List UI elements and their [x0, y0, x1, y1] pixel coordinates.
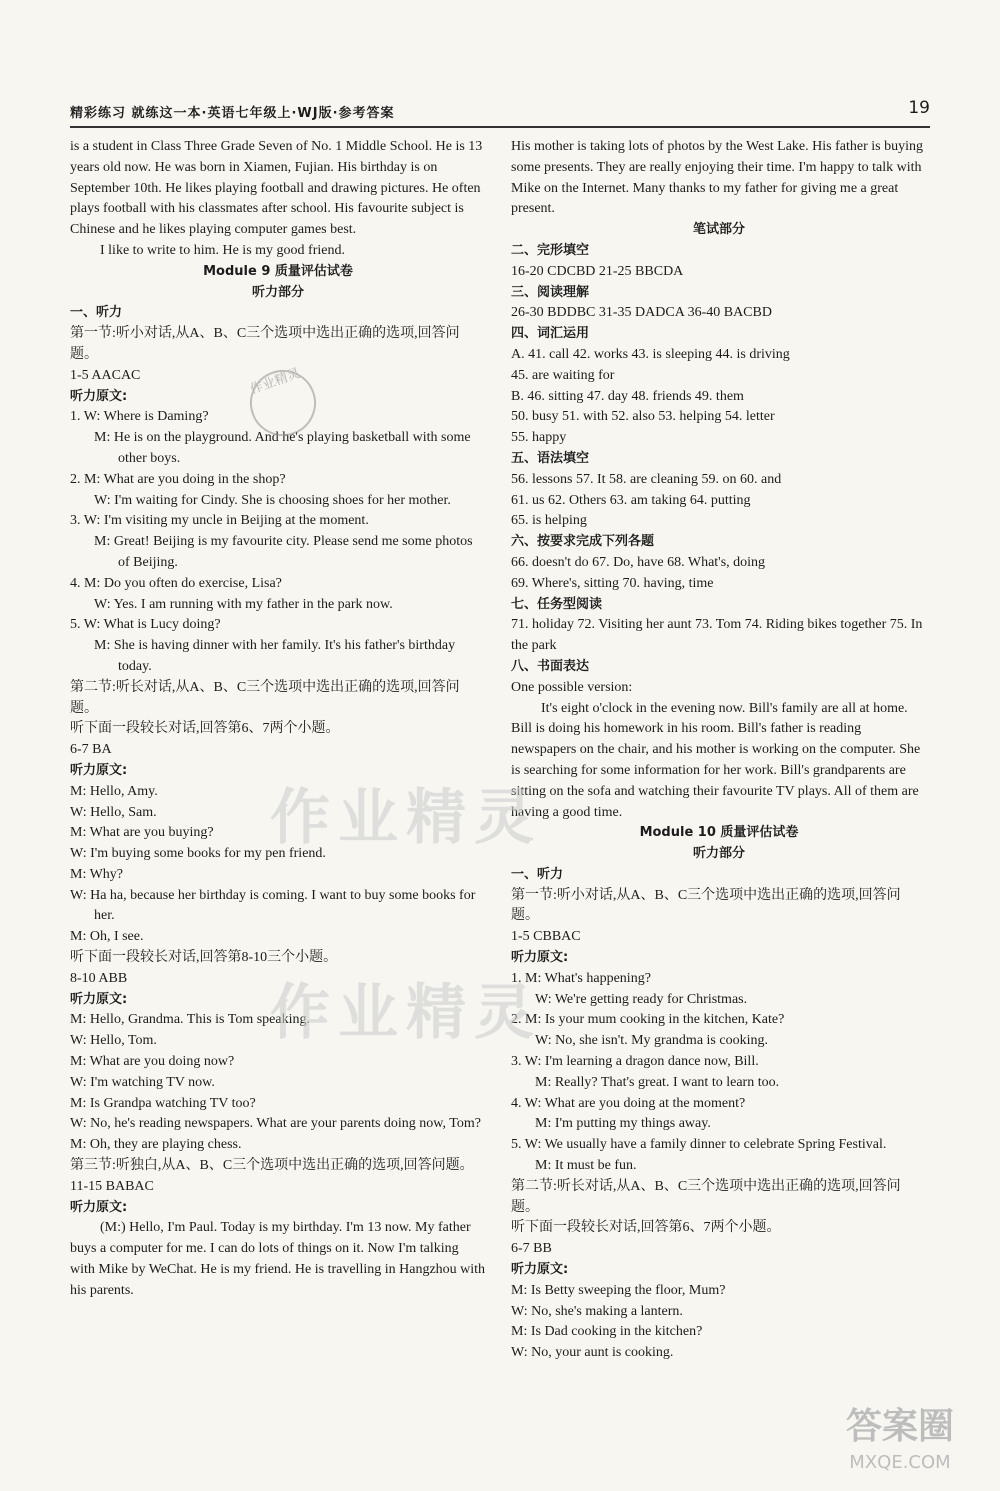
- text-line: 听下面一段较长对话,回答第6、7两个小题。: [511, 1220, 781, 1236]
- page-header: [70, 96, 930, 128]
- text-line: W: Yes. I am running with my father in the park now.: [94, 596, 393, 612]
- text-line: W: No, she's making a lantern.: [511, 1303, 683, 1319]
- text-line: W: Hello, Sam.: [70, 804, 157, 820]
- section-heading: 四、词汇运用: [511, 326, 590, 342]
- text-line: W: I'm waiting for Cindy. She is choosing shoes for her mother.: [94, 492, 451, 508]
- text-line: M: It must be fun.: [535, 1158, 637, 1174]
- section-heading: 六、按要求完成下列各题: [511, 534, 655, 550]
- text-line: M: She is having dinner with her family. It's his father's birthday today.: [94, 638, 456, 674]
- watermark: 作业精灵: [270, 783, 542, 853]
- text-line: 1-5 AACAC: [70, 367, 141, 383]
- text-line: 3. W: I'm visiting my uncle in Beijing at the moment.: [70, 513, 369, 529]
- text-line: B. 46. sitting 47. day 48. friends 49. them: [511, 388, 744, 404]
- text-line: W: I'm watching TV now.: [70, 1074, 215, 1090]
- text-line: W: We're getting ready for Christmas.: [535, 991, 748, 1007]
- text-line: 1. M: What's happening?: [511, 970, 651, 986]
- text-line: 61. us 62. Others 63. am taking 64. putting: [511, 492, 751, 508]
- logo-url: MXQE.COM: [849, 1452, 951, 1473]
- text-line: M: Hello, Grandma. This is Tom speaking.: [70, 1012, 310, 1028]
- section-heading: 一、听力: [70, 305, 123, 321]
- text-line: 6-7 BA: [70, 742, 112, 758]
- text-line: 4. W: What are you doing at the moment?: [511, 1095, 746, 1111]
- stamp-seal: 作业精灵: [241, 361, 326, 446]
- text-line: M: Hello, Amy.: [70, 783, 158, 799]
- text-line: 第三节:听独白,从A、B、C三个选项中选出正确的选项,回答问题。: [70, 1158, 474, 1174]
- section-heading: 听力原文:: [70, 991, 128, 1007]
- text-line: W: Ha ha, because her birthday is coming. I want to buy some books for her.: [70, 887, 476, 924]
- text-line: 50. busy 51. with 52. also 53. helping 54. letter: [511, 409, 775, 425]
- text-line: 2. M: What are you doing in the shop?: [70, 471, 286, 487]
- text-line: A. 41. call 42. works 43. is sleeping 44. is driving: [511, 346, 790, 362]
- text-line: M: Is Dad cooking in the kitchen?: [511, 1324, 703, 1340]
- section-heading: 听力原文:: [511, 1262, 569, 1278]
- text-line: M: Really? That's great. I want to learn too.: [535, 1074, 780, 1090]
- section-heading: 听力原文:: [70, 388, 128, 404]
- text-line: M: Oh, I see.: [70, 929, 144, 945]
- text-line: W: I'm buying some books for my pen friend.: [70, 846, 326, 862]
- text-line: M: Why?: [70, 866, 124, 882]
- text-line: 66. doesn't do 67. Do, have 68. What's, doing: [511, 554, 766, 570]
- text-line: M: He is on the playground. And he's playing basketball with some other boys.: [94, 430, 471, 466]
- text-line: 8-10 ABB: [70, 970, 128, 986]
- text-line: M: What are you buying?: [70, 825, 214, 841]
- section-heading: 二、完形填空: [511, 242, 590, 258]
- text-line: 45. are waiting for: [511, 367, 615, 383]
- section-title: Module 9 质量评估试卷: [203, 263, 353, 279]
- text-line: M: Great! Beijing is my favourite city. Please send me some photos of Beijing.: [94, 534, 473, 570]
- text-line: 2. M: Is your mum cooking in the kitchen, Kate?: [511, 1012, 785, 1028]
- page-number: 19: [908, 98, 930, 118]
- text-line: W: No, she isn't. My grandma is cooking.: [535, 1033, 768, 1049]
- header-title: 精彩练习 就练这一本·英语七年级上·WJ版·参考答案: [70, 106, 395, 121]
- section-title: 笔试部分: [692, 222, 745, 238]
- text-line: 65. is helping: [511, 513, 587, 529]
- text-line: One possible version:: [511, 679, 633, 695]
- text-line: It's eight o'clock in the evening now. Bill's family are all at home. Bill is doing his homework in his room. Bill's father is reading newspapers on the chair, and his mother is working on the computer. She is searching for some information for her work. Bill's grandparents are sitting on the sofa and watching their favourite TV plays. All of them are having a good time.: [511, 700, 921, 820]
- text-line: 听下面一段较长对话,回答第8-10三个小题。: [70, 950, 338, 966]
- text-line: is a student in Class Three Grade Seven of No. 1 Middle School. He is 13 years old now. He was born in Xiamen, Fujian. His birthday is on September 10th. He likes playing football and drawing pictures. He often plays football with his classmates after school. His favourite subject is Chinese and he likes playing computer games best.: [70, 139, 483, 238]
- section-heading: 听力原文:: [511, 950, 569, 966]
- section-title: 听力部分: [251, 284, 304, 300]
- section-heading: 七、任务型阅读: [511, 596, 603, 612]
- text-line: W: Hello, Tom.: [70, 1033, 157, 1049]
- left-column: [70, 137, 486, 1302]
- section-heading: 八、书面表达: [511, 658, 590, 674]
- text-line: 3. W: I'm learning a dragon dance now, Bill.: [511, 1054, 759, 1070]
- text-line: M: Is Betty sweeping the floor, Mum?: [511, 1282, 726, 1298]
- text-line: His mother is taking lots of photos by the West Lake. His father is buying some presents. They are really enjoying their time. I'm happy to talk with Mike on the Internet. Many thanks to my father for giving me a great present.: [511, 139, 923, 217]
- text-line: 4. M: Do you often do exercise, Lisa?: [70, 575, 282, 591]
- text-line: 26-30 BDDBC 31-35 DADCA 36-40 BACBD: [511, 305, 772, 321]
- right-column: [511, 137, 927, 1364]
- section-heading: 三、阅读理解: [511, 284, 590, 300]
- text-line: 第二节:听长对话,从A、B、C三个选项中选出正确的选项,回答问题。: [511, 1178, 901, 1215]
- text-line: 55. happy: [511, 430, 567, 446]
- text-line: 听下面一段较长对话,回答第6、7两个小题。: [70, 721, 340, 737]
- section-heading: 五、语法填空: [511, 450, 590, 466]
- watermark: 作业精灵: [270, 978, 542, 1048]
- text-line: 56. lessons 57. It 58. are cleaning 59. on 60. and: [511, 471, 782, 487]
- text-line: 第二节:听长对话,从A、B、C三个选项中选出正确的选项,回答问题。: [70, 679, 460, 716]
- text-line: 1-5 CBBAC: [511, 929, 581, 945]
- text-line: 6-7 BB: [511, 1241, 552, 1257]
- site-logo: [820, 1405, 980, 1485]
- text-line: M: Oh, they are playing chess.: [70, 1137, 242, 1153]
- section-heading: 一、听力: [511, 866, 564, 882]
- text-line: 69. Where's, sitting 70. having, time: [511, 575, 714, 591]
- text-line: 5. W: We usually have a family dinner to celebrate Spring Festival.: [511, 1137, 887, 1153]
- text-line: 第一节:听小对话,从A、B、C三个选项中选出正确的选项,回答问题。: [70, 326, 460, 362]
- logo-text: 答案圈: [845, 1406, 954, 1447]
- text-line: W: No, your aunt is cooking.: [511, 1345, 674, 1361]
- text-line: 5. W: What is Lucy doing?: [70, 617, 221, 633]
- text-line: I like to write to him. He is my good friend.: [100, 242, 345, 258]
- text-line: 11-15 BABAC: [70, 1178, 154, 1194]
- section-heading: 听力原文:: [70, 762, 128, 778]
- text-line: 16-20 CDCBD 21-25 BBCDA: [511, 263, 684, 279]
- text-line: 第一节:听小对话,从A、B、C三个选项中选出正确的选项,回答问题。: [511, 887, 901, 924]
- text-line: M: Is Grandpa watching TV too?: [70, 1095, 256, 1111]
- text-line: 1. W: Where is Daming?: [70, 409, 209, 425]
- section-heading: 听力原文:: [70, 1199, 128, 1215]
- section-title: 听力部分: [692, 846, 745, 862]
- text-line: W: No, he's reading newspapers. What are your parents doing now, Tom?: [70, 1116, 481, 1132]
- text-line: M: I'm putting my things away.: [535, 1116, 711, 1132]
- text-line: M: What are you doing now?: [70, 1054, 235, 1070]
- text-line: 71. holiday 72. Visiting her aunt 73. Tom 74. Riding bikes together 75. In the park: [511, 617, 923, 654]
- text-line: (M:) Hello, I'm Paul. Today is my birthday. I'm 13 now. My father buys a computer for me. I can do lots of things on it. Now I'm talking with Mike by WeChat. He is my friend. He is travelling in Hangzhou with his parents.: [70, 1220, 486, 1298]
- section-title: Module 10 质量评估试卷: [639, 825, 799, 841]
